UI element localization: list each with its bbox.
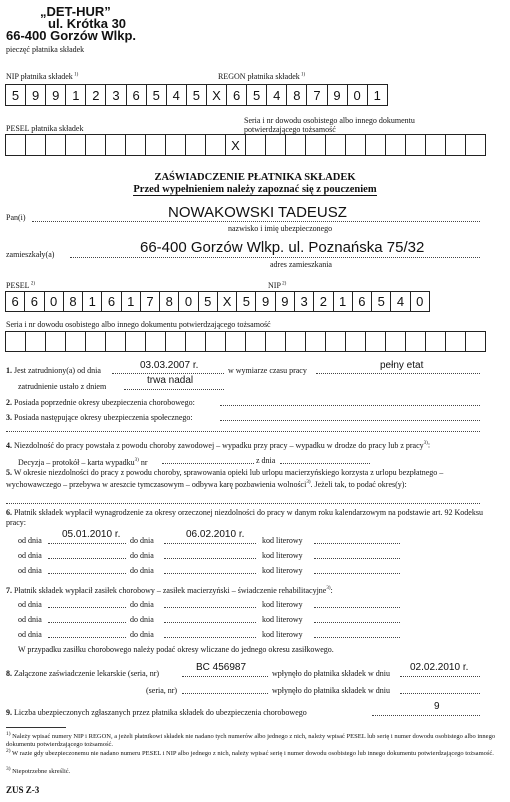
payer-street: ul. Krótka 30 [48, 16, 127, 31]
s7-row-line [314, 622, 400, 623]
nip-person-label: NIP $^{2)}$ [268, 281, 287, 290]
s9-line [372, 715, 480, 716]
s4-date-line [280, 463, 370, 464]
address-line [70, 257, 480, 258]
s7-row-line [164, 637, 256, 638]
payer-pesel-cell [446, 135, 466, 155]
nip-regon-cell: 5 [147, 85, 167, 105]
payer-pesel-cell [466, 135, 486, 155]
person-doc-cell [246, 332, 266, 351]
payer-city: 66-400 Gorzów Wlkp. [6, 28, 137, 43]
s1-ended-label: zatrudnienie ustało z dniem [18, 382, 107, 391]
person-doc-cell [146, 332, 166, 351]
nip-regon-cell: 0 [348, 85, 368, 105]
nip-regon-cell: 9 [46, 85, 66, 105]
person-id-cell: 5 [237, 292, 256, 311]
payer-pesel-cell [26, 135, 46, 155]
s7-note: W przypadku zasiłku chorobowego należy podać okresy wliczane do jednego okresu zasiłkowego. [18, 645, 334, 654]
s5-text: 5. W okresie niezdolności do pracy z powodu choroby, sprawowania opieki lub urlopu macierzyńskiego korzysta z urlopu bezpłatnego – wychowawczego – przebywa w areszcie tymczasowym – odbywa karę pozbawienia wolności$^{3)}$. Jeżeli tak, to podać okres(y): [6, 468, 444, 489]
person-doc-cell [466, 332, 486, 351]
s6-row-kod-label: kod literowy [262, 536, 303, 545]
s6-row-kod-label: kod literowy [262, 566, 303, 575]
payer-pesel-cell [306, 135, 326, 155]
person-doc-cell [46, 332, 66, 351]
person-doc-cell [446, 332, 466, 351]
nip-regon-cell: 5 [187, 85, 207, 105]
payer-pesel-cell [86, 135, 106, 155]
s4-z-dnia: z dnia [256, 456, 276, 465]
s8-date-line [400, 676, 480, 677]
nip-regon-cell: X [207, 85, 227, 105]
s6-row-line [314, 558, 400, 559]
s4-nr-line [162, 463, 254, 464]
s8-date-line2 [400, 693, 480, 694]
payer-pesel-cell [366, 135, 386, 155]
s1-worktime: pełny etat [380, 360, 424, 371]
person-id-cell: X [218, 292, 237, 311]
s7-row-line [314, 637, 400, 638]
s7-row-line [164, 622, 256, 623]
nip-regon-cell: 8 [287, 85, 307, 105]
person-doc-cell [286, 332, 306, 351]
nip-regon-cell: 3 [106, 85, 126, 105]
payer-pesel-cell [126, 135, 146, 155]
s6-date-to: 06.02.2010 r. [186, 529, 245, 540]
person-id-cell: 5 [372, 292, 391, 311]
person-id-cell: 9 [276, 292, 295, 311]
person-id-cell: 6 [25, 292, 44, 311]
s8-text-d: wpłynęło do płatnika składek w dniu [272, 686, 390, 695]
s6-row-od-label: od dnia [18, 536, 42, 545]
person-doc-cell [66, 332, 86, 351]
person-doc-cell [206, 332, 226, 351]
person-id-cell: 0 [45, 292, 64, 311]
nip-regon-cell: 6 [127, 85, 147, 105]
payer-pesel-cell [66, 135, 86, 155]
regon-label: REGON płatnika składek $^{1)}$ [218, 72, 306, 81]
nip-regon-cell: 9 [26, 85, 46, 105]
s2-text: 2. Posiada poprzednie okresy ubezpieczenia chorobowego: [6, 398, 195, 407]
payer-pesel-cell [166, 135, 186, 155]
payer-pesel-cell [406, 135, 426, 155]
s7-row-od-label: od dnia [18, 600, 42, 609]
person-doc-cell [226, 332, 246, 351]
person-id-cell: 1 [334, 292, 353, 311]
person-id-cell: 1 [83, 292, 102, 311]
person-id-cell: 4 [391, 292, 410, 311]
s7-text: 7. Płatnik składek wypłacił zasiłek chorobowy – zasiłek macierzyński – świadczenie rehabilitacyjne$^{3)}$: [6, 585, 333, 595]
s8-text-c: (seria, nr) [146, 686, 178, 695]
payer-pesel-cell [46, 135, 66, 155]
s4-text: 4. Niezdolność do pracy powstała z powodu choroby zawodowej – wypadku przy pracy – wypadku w drodze do pracy lub z pracy$^{3)}$: [6, 440, 431, 450]
payer-pesel-cell [286, 135, 306, 155]
person-doc-cell [26, 332, 46, 351]
person-doc-label: Seria i nr dowodu osobistego albo innego dokumentu potwierdzającego tożsamość [6, 320, 271, 329]
person-doc-cell [406, 332, 426, 351]
s1-ended: trwa nadal [147, 375, 194, 386]
person-id-cell: 2 [314, 292, 333, 311]
person-id-cell: 7 [141, 292, 160, 311]
payer-pesel-cell [206, 135, 226, 155]
s7-row-kod-label: kod literowy [262, 630, 303, 639]
s4-decision: Decyzja – protokół – karta wypadku$^{3)}$ nr [18, 457, 148, 467]
person-id-cell: 8 [64, 292, 83, 311]
nip-regon-cell: 4 [167, 85, 187, 105]
s6-row-kod-label: kod literowy [262, 551, 303, 560]
pan-label: Pan(i) [6, 213, 26, 222]
s6-row-od-label: od dnia [18, 566, 42, 575]
payer-pesel-cell [246, 135, 266, 155]
person-doc-cell [386, 332, 406, 351]
s6-date-from: 05.01.2010 r. [62, 529, 121, 540]
s6-row-line [164, 573, 256, 574]
nip-regon-cell: 2 [86, 85, 106, 105]
s6-row-do-label: do dnia [130, 536, 154, 545]
payer-pesel-cell [426, 135, 446, 155]
s1-date-line [112, 373, 224, 374]
person-doc-cell [126, 332, 146, 351]
nip-regon-cell: 1 [368, 85, 388, 105]
s8-date: 02.02.2010 r. [410, 662, 469, 673]
person-id-cell: 1 [122, 292, 141, 311]
s6-row-line [314, 543, 400, 544]
s6-row-line [48, 573, 126, 574]
person-doc-cell [186, 332, 206, 351]
address-caption: adres zamieszkania [270, 260, 332, 269]
payer-pesel-cell [266, 135, 286, 155]
s7-row-line [164, 607, 256, 608]
payer-pesel-cell [106, 135, 126, 155]
name-line [32, 221, 480, 222]
s6-row-do-label: do dnia [130, 566, 154, 575]
s3-text: 3. Posiada następujące okresy ubezpieczenia społecznego: [6, 413, 193, 422]
insured-name: NOWAKOWSKI TADEUSZ [168, 204, 347, 221]
pesel-label: PESEL $^{2)}$ [6, 281, 35, 290]
person-doc-cell [86, 332, 106, 351]
footnote-1: $^{1)}$ Należy wpisać numery NIP i REGON, a jeżeli płatnikowi składek nie nadano tych numerów albo jednego z nich, należy wpisać PESEL lub serię i numer dowodu osobistego albo innego dokumentu potwierdzającego tożsamość. [6, 731, 496, 748]
s7-row-do-label: do dnia [130, 600, 154, 609]
s7-row-do-label: do dnia [130, 615, 154, 624]
payer-pesel-cells [5, 134, 486, 156]
s7-row-od-label: od dnia [18, 630, 42, 639]
person-doc-cell [326, 332, 346, 351]
s1-worktime-line [316, 373, 480, 374]
payer-pesel-cell: X [226, 135, 246, 155]
s8-series-line2 [182, 693, 268, 694]
s1-date: 03.03.2007 r. [140, 360, 199, 371]
person-id-cell: 0 [411, 292, 430, 311]
s8-series-line [182, 676, 268, 677]
person-doc-cell [166, 332, 186, 351]
nip-regon-cell: 5 [6, 85, 26, 105]
person-doc-cell [6, 332, 26, 351]
payer-pesel-cell [346, 135, 366, 155]
s6-row-line [314, 573, 400, 574]
s9-value: 9 [434, 701, 440, 712]
nip-regon-cell: 4 [267, 85, 287, 105]
footnote-2: $^{2)}$ W razie gdy ubezpieczonemu nie nadano numeru PESEL i NIP albo jednego z nich, należy wpisać serię i numer dowodu osobistego lub innego dokumentu potwierdzającego tożsamość. [6, 748, 494, 758]
s5-line [6, 503, 480, 504]
s6-row-line [164, 543, 256, 544]
person-doc-cell [346, 332, 366, 351]
s1-ended-line [124, 389, 224, 390]
footnote-rule [6, 727, 66, 728]
s7-row-do-label: do dnia [130, 630, 154, 639]
s7-row-line [48, 607, 126, 608]
person-id-cell: 9 [256, 292, 275, 311]
pesel-payer-label: PESEL płatnika składek [6, 124, 84, 133]
s6-row-od-label: od dnia [18, 551, 42, 560]
s9-text: 9. Liczba ubezpieczonych zgłaszanych przez płatnika składek do ubezpieczenia chorobowego [6, 708, 307, 717]
person-id-cell: 6 [6, 292, 25, 311]
s6-text: 6. Płatnik składek wypłacił wynagrodzenie za okresy orzeczonej niezdolności do pracy w danym roku kalendarzowym na podstawie art. 92 Kodeksu pracy: [6, 508, 483, 527]
nip-label: NIP płatnika składek $^{1)}$ [6, 72, 79, 81]
person-doc-cell [266, 332, 286, 351]
person-id-cells [5, 291, 430, 312]
s6-row-do-label: do dnia [130, 551, 154, 560]
payer-pesel-cell [186, 135, 206, 155]
person-id-cell: 5 [199, 292, 218, 311]
payer-pesel-cell [386, 135, 406, 155]
nip-regon-cell: 5 [247, 85, 267, 105]
s7-row-kod-label: kod literowy [262, 615, 303, 624]
s6-row-line [164, 558, 256, 559]
s7-row-line [48, 622, 126, 623]
person-id-cell: 6 [102, 292, 121, 311]
form-code: ZUS Z-3 [6, 785, 40, 795]
s1-worktime-label: w wymiarze czasu pracy [228, 366, 307, 375]
nip-regon-cell: 1 [66, 85, 86, 105]
person-id-cell: 6 [353, 292, 372, 311]
nip-regon-cell: 6 [227, 85, 247, 105]
s6-row-line [48, 558, 126, 559]
payer-pesel-cell [326, 135, 346, 155]
s7-row-line [314, 607, 400, 608]
person-doc-cell [306, 332, 326, 351]
stamp-label: pieczęć płatnika składek [6, 45, 85, 54]
footnote-3: $^{3)}$ Niepotrzebne skreślić. [6, 766, 71, 776]
doc-label: Seria i nr dowodu osobistego albo innego dokumentu potwierdzającego tożsamość [244, 116, 415, 134]
s8-series: BC 456987 [196, 662, 247, 673]
s3-line2 [6, 431, 480, 432]
s7-row-od-label: od dnia [18, 615, 42, 624]
person-doc-cells [5, 331, 486, 352]
person-doc-cell [106, 332, 126, 351]
s2-line [220, 405, 480, 406]
payer-pesel-cell [146, 135, 166, 155]
form-subtitle: Przed wypełnieniem należy zapoznać się z pouczeniem [133, 184, 377, 195]
form-title: ZAŚWIADCZENIE PŁATNIKA SKŁADEK [154, 172, 356, 183]
nip-regon-cells [5, 84, 388, 106]
nip-regon-cell: 7 [307, 85, 327, 105]
nip-regon-cell: 9 [328, 85, 348, 105]
payer-name: „DET-HUR” [40, 4, 111, 19]
person-doc-cell [366, 332, 386, 351]
s7-row-line [48, 637, 126, 638]
person-id-cell: 0 [179, 292, 198, 311]
s8-text-a: 8. Załączone zaświadczenie lekarskie (seria, nr) [6, 669, 160, 678]
person-id-cell: 3 [295, 292, 314, 311]
insured-address: 66-400 Gorzów Wlkp. ul. Poznańska 75/32 [140, 239, 425, 256]
address-label: zamieszkały(a) [6, 250, 55, 259]
s1-line1: 1. Jest zatrudniony(a) od dnia [6, 366, 101, 375]
payer-pesel-cell [6, 135, 26, 155]
s8-text-b: wpłynęło do płatnika składek w dniu [272, 669, 390, 678]
s6-row-line [48, 543, 126, 544]
name-caption: nazwisko i imię ubezpieczonego [228, 224, 333, 233]
person-doc-cell [426, 332, 446, 351]
s3-line [220, 420, 480, 421]
s7-row-kod-label: kod literowy [262, 600, 303, 609]
person-id-cell: 8 [160, 292, 179, 311]
